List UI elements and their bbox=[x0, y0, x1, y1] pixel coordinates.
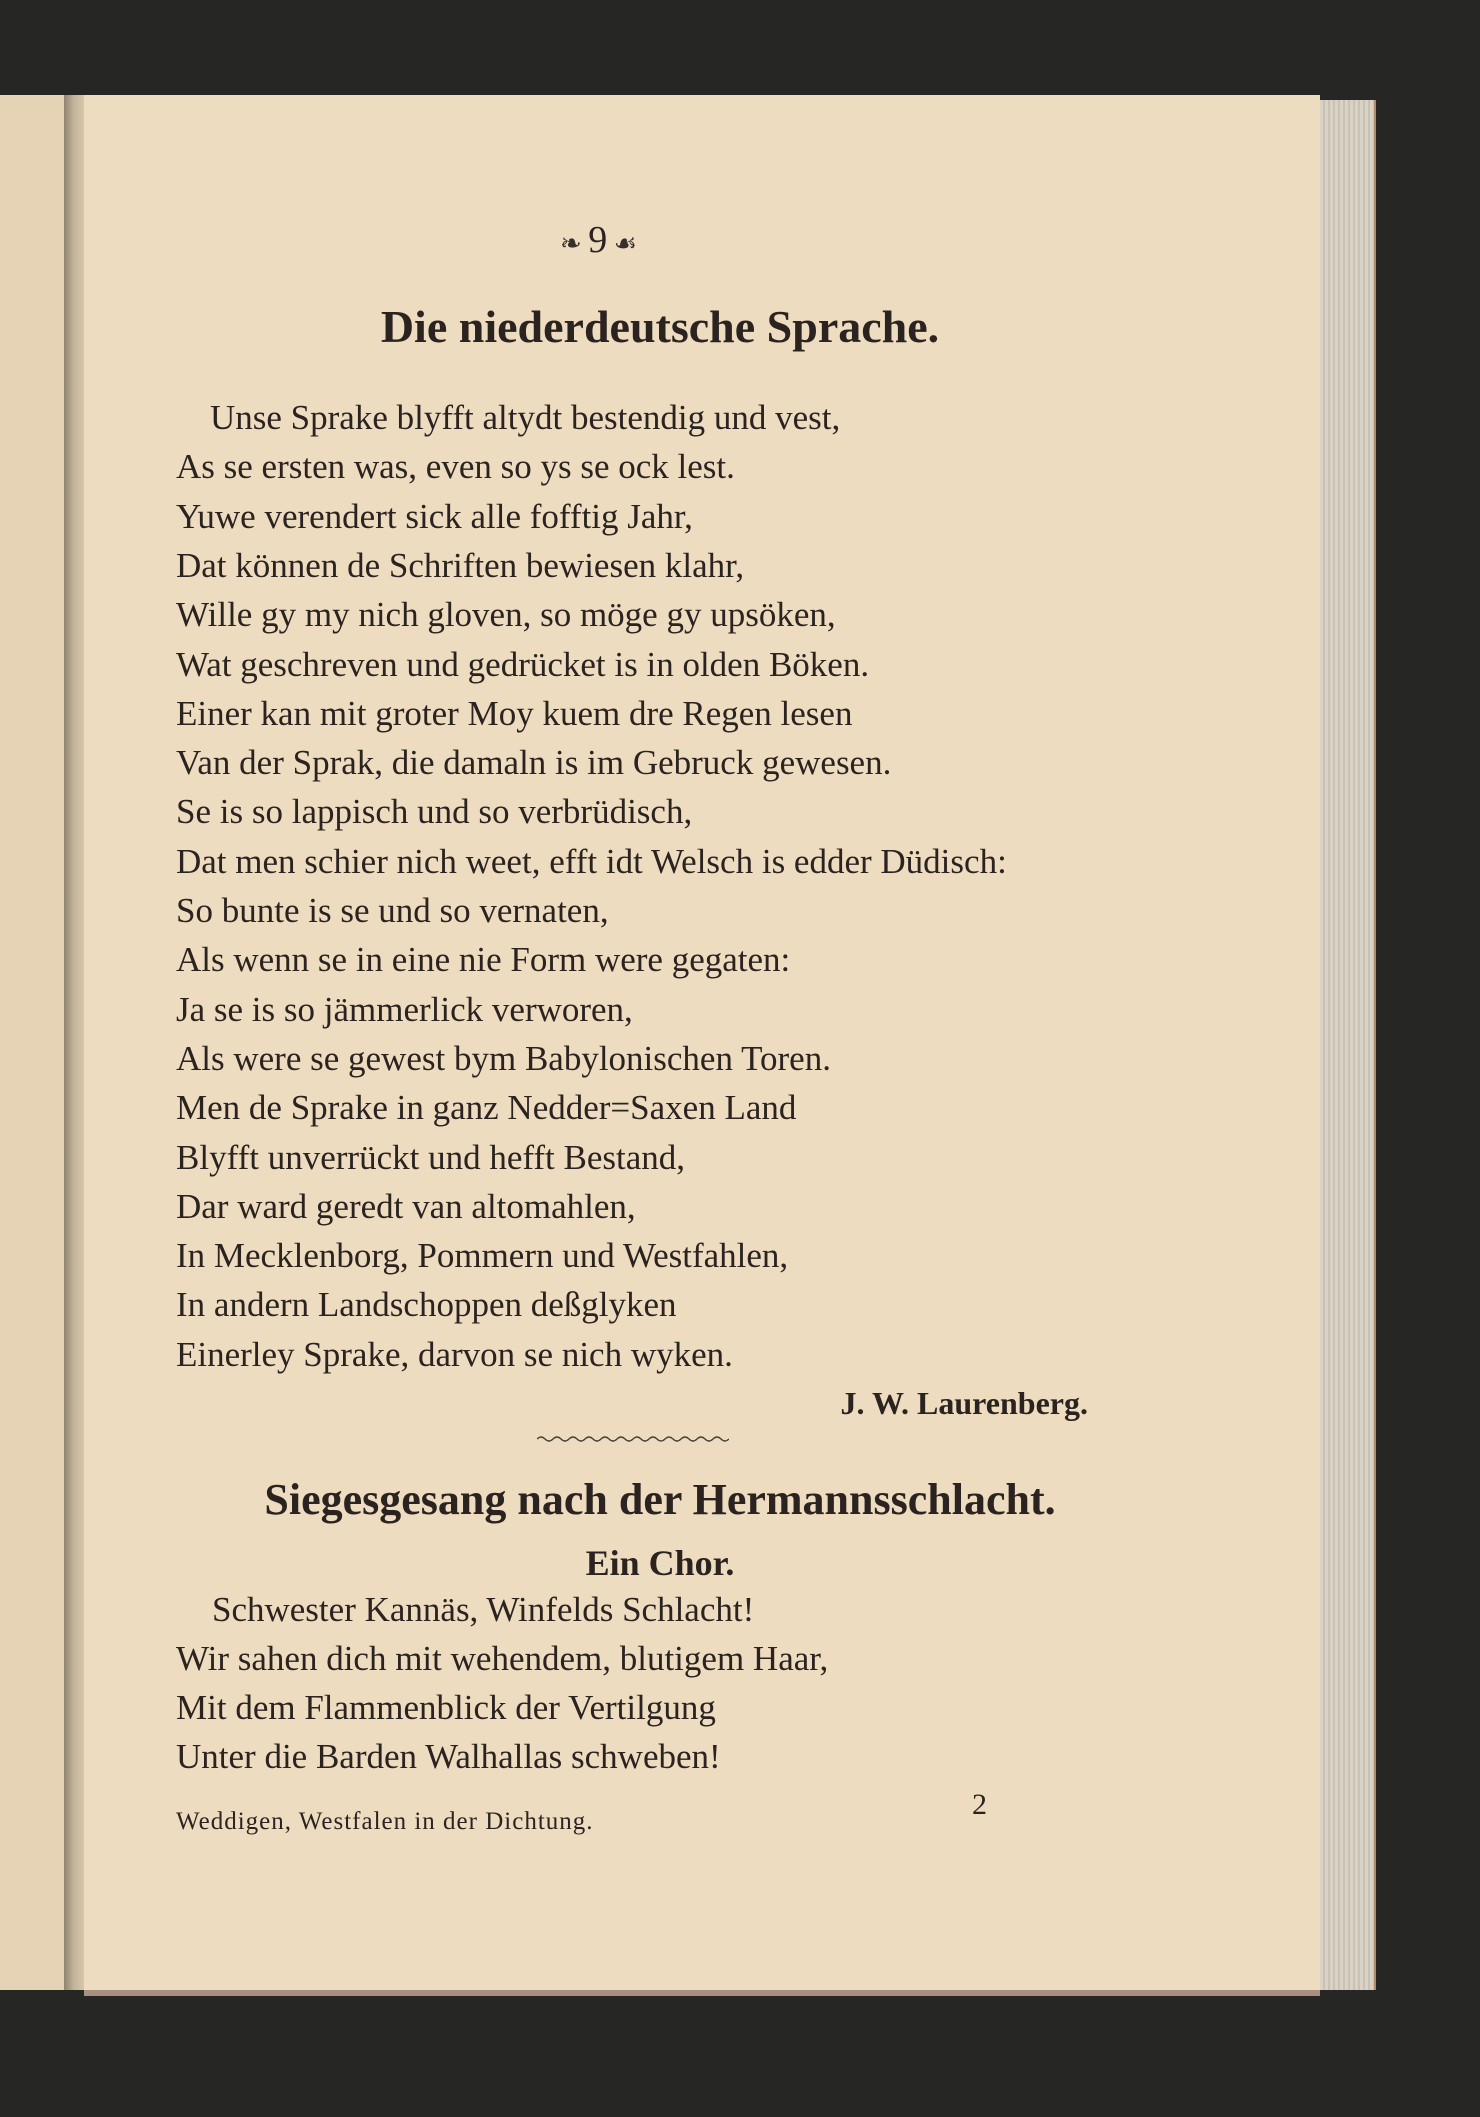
page-number-header bbox=[560, 218, 637, 262]
poem2-line: Wir sahen dich mit wehendem, blutigem Haar, bbox=[176, 1639, 829, 1678]
poem-line: Einerley Sprake, darvon se nich wyken. bbox=[176, 1334, 733, 1374]
poem-line: Dat men schier nich weet, efft idt Welsch is edder Düdisch: bbox=[176, 841, 1007, 881]
poem-line: Van der Sprak, die damaln is im Gebruck gewesen. bbox=[176, 743, 892, 783]
sheet-number: 2 bbox=[972, 1788, 987, 1821]
poem-line: Men de Sprake in ganz Nedder=Saxen Land bbox=[176, 1088, 797, 1128]
facing-page-edge bbox=[0, 95, 64, 1990]
poem-line: Unse Sprake blyfft altydt bestendig und vest, bbox=[210, 398, 841, 437]
poem2-line: Unter die Barden Walhallas schweben! bbox=[176, 1737, 721, 1776]
book-spine bbox=[64, 95, 84, 1990]
poem-line: Wille gy my nich gloven, so möge gy upsöken, bbox=[176, 595, 836, 635]
poem-line: Als wenn se in eine nie Form were gegaten: bbox=[176, 940, 791, 980]
poem-line: Dat können de Schriften bewiesen klahr, bbox=[176, 545, 745, 585]
poem2-subtitle: Ein Chor. bbox=[585, 1543, 735, 1583]
poem-line: Ja se is so jämmerlick verworen, bbox=[176, 989, 633, 1029]
poem-line: Als were se gewest bym Babylonischen Toren. bbox=[176, 1038, 831, 1078]
poem2-line: Mit dem Flammenblick der Vertilgung bbox=[176, 1688, 716, 1727]
poem2-line: Schwester Kannäs, Winfelds Schlacht! bbox=[212, 1590, 755, 1629]
poem-line: Einer kan mit groter Moy kuem dre Regen lesen bbox=[176, 693, 853, 733]
poem-line: So bunte is se und so vernaten, bbox=[176, 891, 609, 930]
page-number: 9 bbox=[588, 219, 608, 261]
left-ornament-icon: ❧ bbox=[560, 229, 589, 258]
poem2-title: Siegesgesang nach der Hermannsschlacht. bbox=[264, 1475, 1056, 1524]
poem-line: Blyfft unverrückt und hefft Bestand, bbox=[176, 1137, 686, 1177]
wavy-divider bbox=[537, 1434, 729, 1444]
footer-signature: Weddigen, Westfalen in der Dichtung. bbox=[176, 1808, 594, 1835]
poem-line: In Mecklenborg, Pommern und Westfahlen, bbox=[176, 1236, 789, 1276]
right-ornament-icon: ☙ bbox=[607, 229, 638, 258]
poem-title: Die niederdeutsche Sprache. bbox=[380, 301, 940, 352]
poem-author: J. W. Laurenberg. bbox=[840, 1385, 1088, 1421]
poem-line: Yuwe verendert sick alle fofftig Jahr, bbox=[176, 496, 693, 536]
poem-line: Dar ward geredt van altomahlen, bbox=[176, 1186, 636, 1226]
poem-line: As se ersten was, even so ys se ock lest. bbox=[176, 447, 735, 487]
poem-line: Wat geschreven und gedrücket is in olden Böken. bbox=[176, 644, 870, 684]
poem-line: In andern Landschoppen deßglyken bbox=[176, 1285, 677, 1325]
poem-line: Se is so lappisch und so verbrüdisch, bbox=[176, 792, 693, 832]
